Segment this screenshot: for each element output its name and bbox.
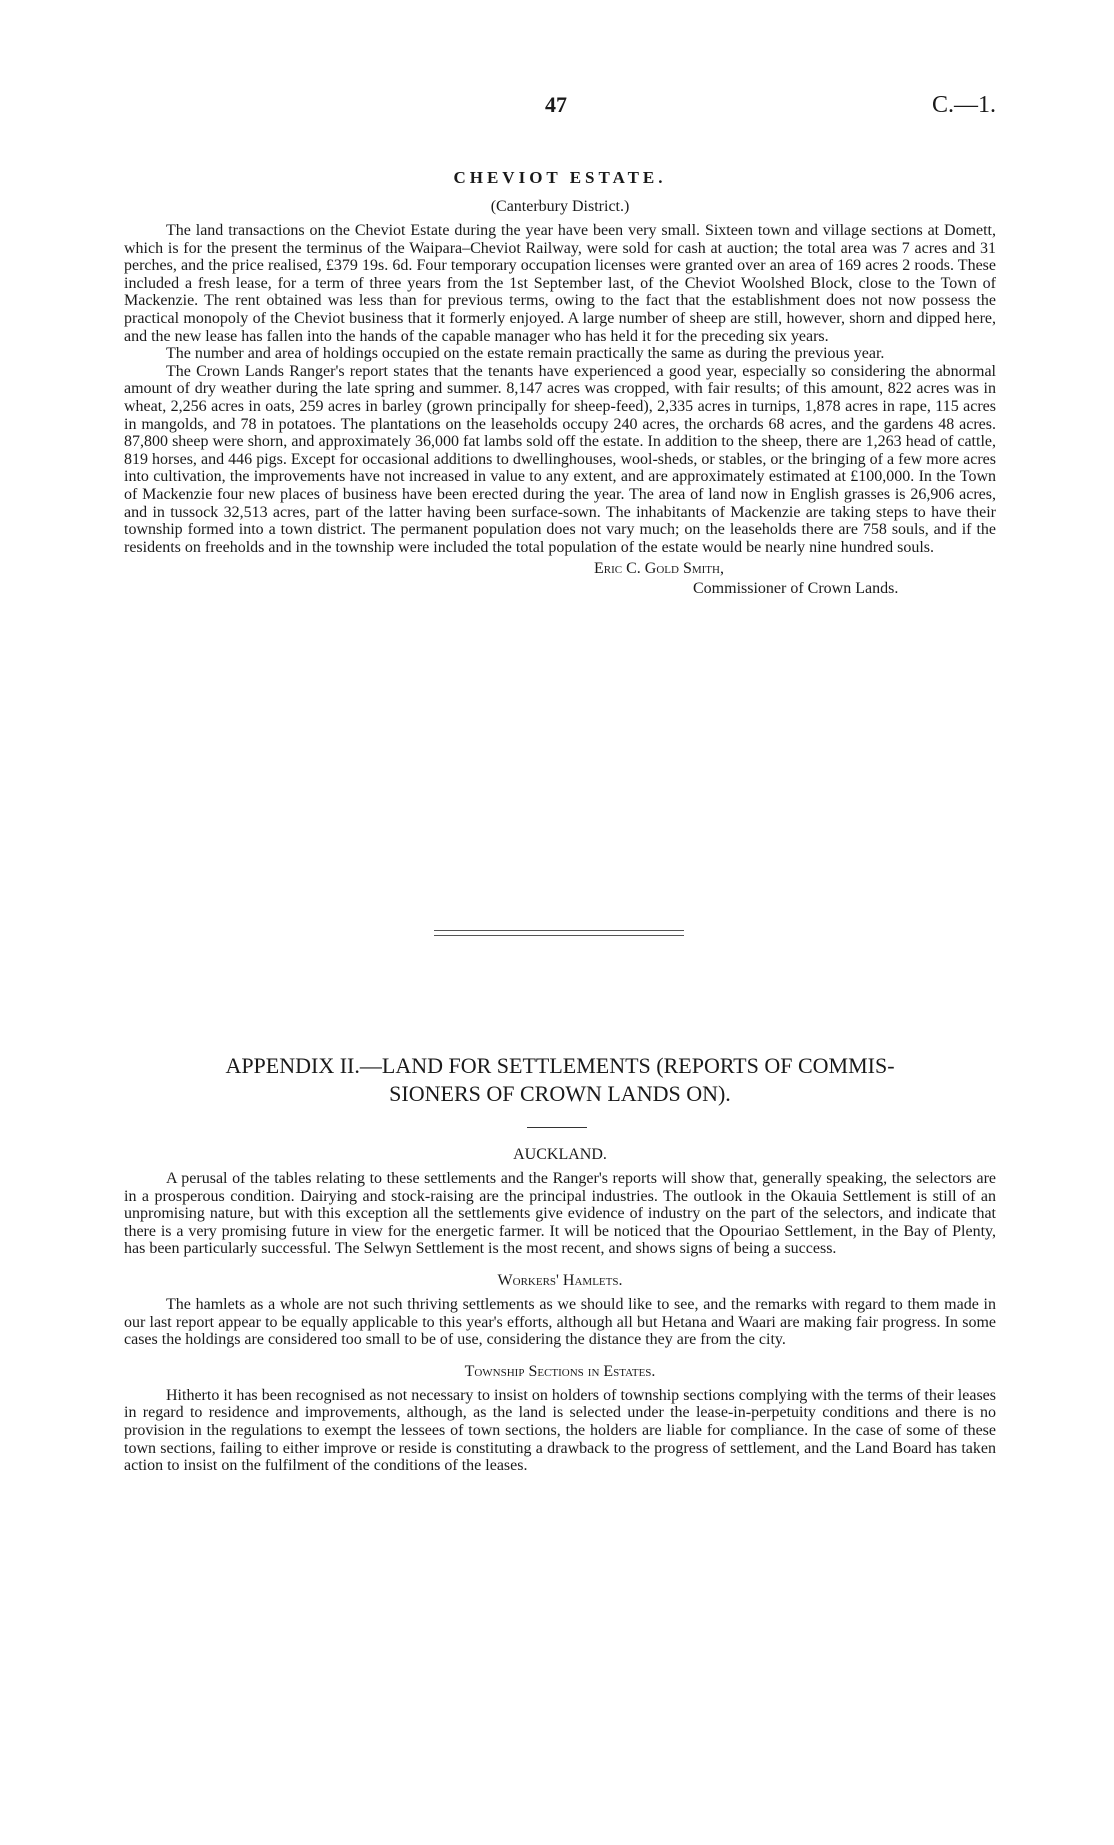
signature-name: Eric C. Gold Smith, (594, 560, 724, 578)
region-heading: AUCKLAND. (513, 1146, 607, 1163)
signature-title: Commissioner of Crown Lands. (693, 580, 899, 598)
paragraph: The Crown Lands Ranger's report states that the tenants have experienced a good year, especially so considering the abnormal amount of dry weather during the late spring and summer. 8,147 acres was cropped, with fair results; of this amount, 822 acres was in wheat, 2,256 acres in oats, 259 acres in barley (grown principally for sheep-feed), 2,335 acres in turnips, 1,878 acres in rape, 115 acres in mangolds, and 78 in potatoes. The plantations on the leaseholds occupy 240 acres, the orchards 68 acres, and the gardens 48 acres. 87,800 sheep were shorn, and approximately 36,000 fat lambs sold off the estate. In addition to the sheep, there are 1,263 head of cattle, 819 horses, and 446 pigs. Except for occasional additions to dwellinghouses, wool-sheds, or stables, or the bringing of a few more acres into cultivation, the improvements have not increased in value to any extent, and are approximately estimated at £100,000. In the Town of Mackenzie four new places of business have been erected during the year. The area of land now in English grasses is 26,906 acres, and in tussock 32,513 acres, part of the latter having been surface-sown. The inhabitants of Mackenzie are taking steps to have their township formed into a town district. The permanent population does not vary much; on the leaseholds there are 758 souls, and if the residents on freeholds and in the township were included the total population of the estate would be nearly nine hundred souls. (124, 362, 996, 556)
section-divider (434, 930, 684, 936)
appendix-title-line: SIONERS OF CROWN LANDS ON). (389, 1081, 731, 1106)
appendix-title-line: APPENDIX II.—LAND FOR SETTLEMENTS (REPORTS OF COMMIS- (225, 1053, 895, 1078)
subsection-heading: Workers' Hamlets. (497, 1271, 623, 1289)
paragraph: The land transactions on the Cheviot Estate during the year have been very small. Sixteen town and village sections at Domett, which is for the present the terminus of the Waipara–Cheviot Railway, were sold for cash at auction; the total area was 7 acres and 31 perches, and the price realised, £379 19s. 6d. Four temporary occupation licenses were granted over an area of 169 acres 2 roods. These included a fresh lease, for a term of three years from the 1st September last, of the Cheviot Woolshed Block, close to the Town of Mackenzie. The rent obtained was less than for previous terms, owing to the fact that the establishment does not now possess the practical monopoly of the Cheviot business that it formerly enjoyed. A large number of sheep are still, however, shorn and dipped here, and the new lease has fallen into the hands of the capable manager who has held it for the preceding six years. (124, 222, 996, 345)
appendix-body (124, 1146, 996, 1475)
paragraph: The number and area of holdings occupied on the estate remain practically the same as during the previous year. (166, 345, 885, 363)
section-district: (Canterbury District.) (490, 198, 630, 215)
paragraph: A perusal of the tables relating to these settlements and the Ranger's reports will show that, generally speaking, the selectors are in a prosperous condition. Dairying and stock-raising are the principal industries. The outlook in the Okauia Settlement is still of an unpromising nature, but with this exception all the settlements give evidence of industry on the part of the selectors, and indicate that there is a very promising future in view for the energetic farmer. It will be noticed that the Opouriao Settlement, in the Bay of Plenty, has been particularly successful. The Selwyn Settlement is the most recent, and shows signs of being a success. (124, 1170, 996, 1258)
subsection-heading: Township Sections in Estates. (464, 1362, 656, 1380)
signature-block (124, 559, 996, 599)
short-divider (527, 1127, 587, 1128)
appendix-title (124, 1052, 996, 1108)
paragraph: Hitherto it has been recognised as not necessary to insist on holders of township sections complying with the terms of their leases in regard to residence and improvements, although, as the land is selected under the lease-in-perpetuity conditions and there is no provision in the regulations to exempt the lessees of town sections, the holders are liable for compliance. In the case of some of these town sections, failing to either improve or reside is constituting a drawback to the progress of settlement, and the Land Board has taken action to insist on the fulfilment of the conditions of the leases. (124, 1386, 996, 1475)
section-title: CHEVIOT ESTATE. (453, 168, 667, 187)
page-header (0, 92, 1114, 122)
document-reference: C.—1. (931, 92, 996, 118)
paragraph: The hamlets as a whole are not such thriving settlements as we should like to see, and the remarks with regard to them made in our last report appear to be equally applicable to this year's efforts, although all but Hetana and Waari are making fair progress. In some cases the holdings are considered too small to be of use, considering the distance they are from the city. (124, 1295, 996, 1349)
page-number: 47 (545, 92, 567, 117)
cheviot-estate-section (124, 168, 996, 599)
